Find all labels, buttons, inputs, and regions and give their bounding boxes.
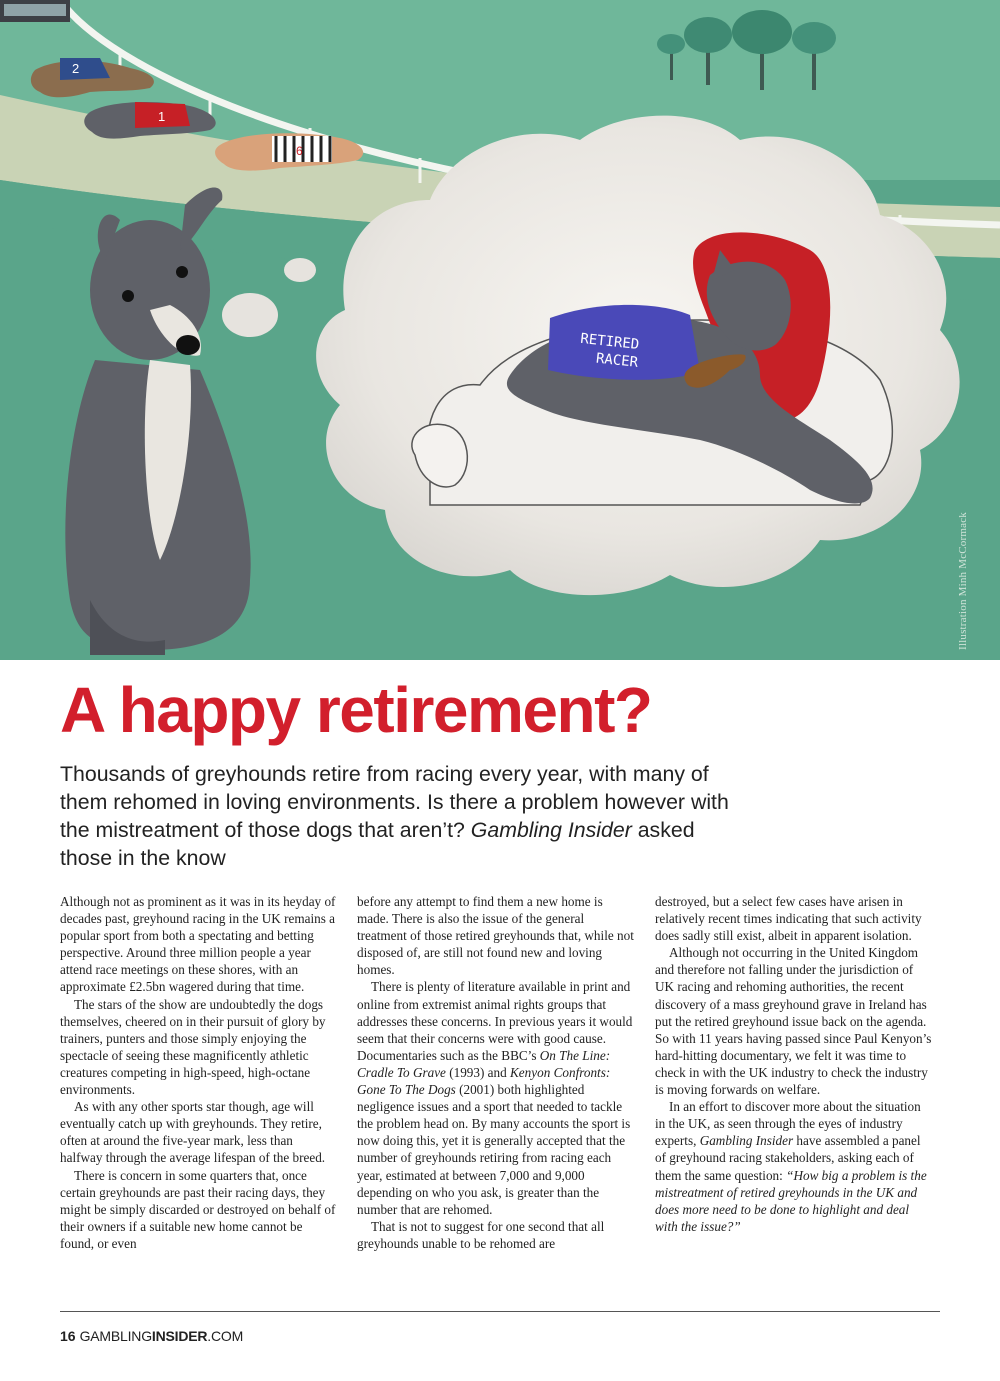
svg-text:RETIRED: RETIRED: [579, 330, 640, 353]
paragraph: Although not occurring in the United Kingdom and therefore not falling under the jurisdiction of UK racing and rehoming authorities, the recent discovery of a mass greyhound grave in Ireland has put the retired greyhound issue back on the agenda. So with 11 years having passed since Paul Kenyon’s hard-hitting documentary, we felt it was time to check in with the UK industry to check the industry is moving forwards on welfare.: [655, 945, 932, 1098]
publication-name: Gambling Insider: [699, 1133, 794, 1149]
svg-text:RACER: RACER: [595, 350, 639, 371]
greyhound-illustration: [0, 0, 1000, 660]
svg-text:2: 2: [72, 61, 80, 76]
page-number: 16: [60, 1328, 76, 1344]
site-name-part: INSIDER: [151, 1328, 208, 1344]
paragraph: As with any other sports star though, age will eventually catch up with greyhounds. They retire, often at around the five-year mark, less than halfway through the average lifespan of the breed.: [60, 1099, 326, 1166]
publication-name: Gambling Insider: [470, 818, 632, 842]
standfirst: Thousands of greyhounds retire from racing every year, with many of them rehomed in loving environments. Is there a problem however with the mistreatment of those dogs that aren’t? Gambling Insider asked those in the know: [60, 762, 729, 870]
panel-question: “How big a problem is the mistreatment of retired greyhounds in the UK and does more need to be done to highlight and deal with the issue?”: [655, 1167, 927, 1234]
paragraph: Although not as prominent as it was in its heyday of decades past, greyhound racing in the UK remains a popular sport from both a spectating and betting perspective. Around three million people a year attend race meetings on these shores, with an approximate £2.5bn wagered during that time.: [60, 894, 336, 995]
paragraph: There is plenty of literature available in print and online from extremist animal rights groups that addresses these concerns. In previous years it would seem that their concerns were with good cause. Documentaries such as the BBC’s On The Line: Cradle To Grave (1993) and Kenyon Confronts: Gone To The Dogs (2001) both highlighted negligence issues and a sport that needed to tackle the problem head on. By many accounts the sport is now doing this, yet it is generally accepted that the number of greyhounds retiring from racing each year, estimated at between 7,000 and 9,000 depending on who you ask, is greater than the number that are rehomed.: [357, 979, 633, 1217]
paragraph: before any attempt to find them a new home is made. There is also the issue of the general treatment of those retired greyhounds that, while not disposed of, are still not found new and loving homes.: [357, 894, 634, 978]
site-name-part: .COM: [207, 1328, 244, 1344]
paragraph: destroyed, but a select few cases have arisen in relatively recent times indicating that such activity does sadly still exist, albeit in apparent isolation.: [655, 894, 922, 944]
documentary-title: On The Line: Cradle To Grave: [357, 1047, 611, 1080]
paragraph: That is not to suggest for one second that all greyhounds unable to be rehomed are: [357, 1218, 605, 1251]
article-column-3: [655, 893, 933, 1235]
svg-text:1: 1: [158, 109, 166, 124]
documentary-title: Kenyon Confronts: Gone To The Dogs: [357, 1064, 611, 1098]
paragraph: The stars of the show are undoubtedly the dogs themselves, cheered on in their pursuit of glory by trainers, punters and those simply enjoying the spectacle of seeing these magnificently athletic creatures competing in high-speed, high-octane environments.: [60, 996, 326, 1098]
article-column-1: [60, 893, 338, 1252]
footer-rule: [60, 1311, 940, 1312]
site-name-part: GAMBLING: [79, 1328, 152, 1344]
illustration-credit: Illustration Minh McCormack: [957, 512, 969, 650]
page-footer: [60, 1328, 243, 1344]
paragraph: There is concern in some quarters that, once certain greyhounds are past their racing days, they might be simply discarded or destroyed on behalf of their owners if a suitable new home cannot be found, or even: [60, 1167, 336, 1251]
hero-illustration: [0, 0, 1000, 660]
article-column-2: [357, 893, 635, 1252]
headline: A happy retirement?: [60, 674, 652, 746]
svg-text:6: 6: [296, 144, 303, 158]
thought-puff: [222, 293, 278, 337]
paragraph: In an effort to discover more about the situation in the UK, as seen through the eyes of industry experts, Gambling Insider have assembled a panel of greyhound racing stakeholders, asking each of them the same question: “How big a problem is the mistreatment of retired greyhounds in the UK and does more need to be done to highlight and deal with the issue?”: [655, 1099, 927, 1234]
